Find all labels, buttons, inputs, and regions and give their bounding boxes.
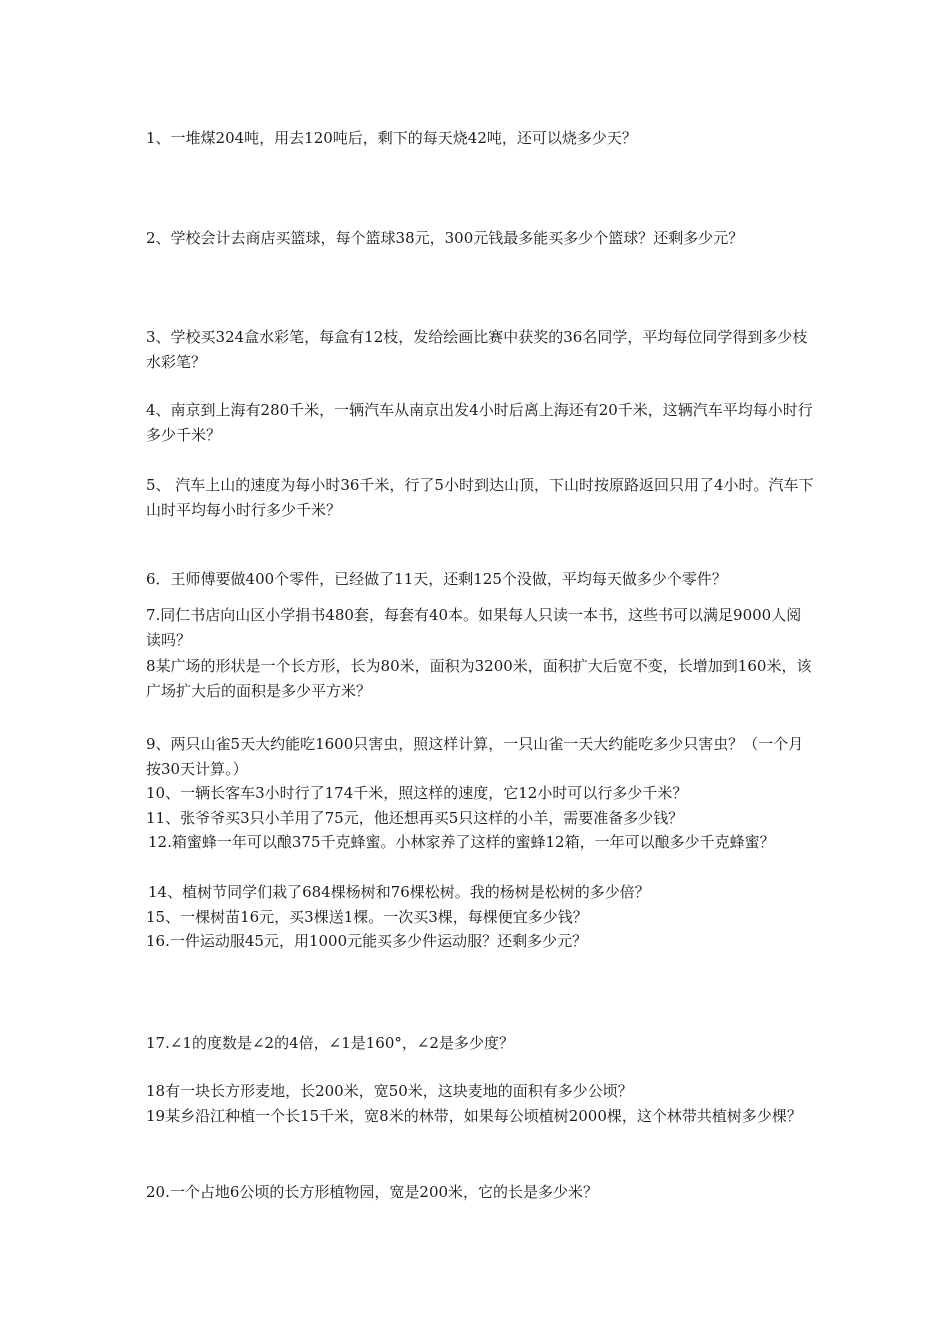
question-19: 19某乡沿江种植一个长15千米，宽8米的林带，如果每公顷植树2000棵，这个林带共植树多少棵？	[146, 1107, 802, 1125]
question-8: 8某广场的形状是一个长方形，长为80米，面积为3200米，面积扩大后宽不变，长增加到160米，该广场扩大后的面积是多少平方米？	[146, 657, 812, 700]
question-6: 6．王师傅要做400个零件，已经做了11天，还剩125个没做，平均每天做多少个零件？	[146, 570, 727, 588]
question-17: 17.∠1的度数是∠2的4倍，∠1是160°，∠2是多少度？	[146, 1034, 514, 1052]
question-5: 5、 汽车上山的速度为每小时36千米，行了5小时到达山顶，下山时按原路返回只用了4小时。汽车下山时平均每小时行多少千米？	[146, 476, 814, 519]
question-20: 20.一个占地6公顷的长方形植物园，宽是200米，它的长是多少米？	[146, 1183, 599, 1201]
question-3: 3、学校买324盒水彩笔，每盒有12枝，发给绘画比赛中获奖的36名同学，平均每位同学得到多少枝水彩笔？	[146, 328, 808, 371]
question-9: 9、两只山雀5天大约能吃1600只害虫，照这样计算，一只山雀一天大约能吃多少只害虫？（一个月按30天计算。）	[146, 735, 804, 778]
question-1: 1、一堆煤204吨，用去120吨后，剩下的每天烧42吨，还可以烧多少天？	[146, 129, 637, 147]
question-14: 14、植树节同学们栽了684棵杨树和76棵松树。我的杨树是松树的多少倍？	[148, 883, 650, 901]
question-12: 12.箱蜜蜂一年可以酿375千克蜂蜜。小林家养了这样的蜜蜂12箱，一年可以酿多少千克蜂蜜？	[148, 833, 775, 851]
question-4: 4、南京到上海有280千米，一辆汽车从南京出发4小时后离上海还有20千米，这辆汽车平均每小时行多少千米？	[146, 401, 813, 444]
question-10: 10、一辆长客车3小时行了174千米，照这样的速度，它12小时可以行多少千米？	[146, 784, 688, 802]
question-11: 11、张爷爷买3只小羊用了75元，他还想再买5只这样的小羊，需要准备多少钱？	[146, 809, 684, 827]
question-2: 2、学校会计去商店买篮球，每个篮球38元，300元钱最多能买多少个篮球？还剩多少元？	[146, 229, 744, 247]
question-18: 18有一块长方形麦地，长200米，宽50米，这块麦地的面积有多少公顷？	[146, 1082, 633, 1100]
question-15: 15、一棵树苗16元，买3棵送1棵。一次买3棵，每棵便宜多少钱？	[146, 908, 588, 926]
question-16: 16.一件运动服45元，用1000元能买多少件运动服？还剩多少元？	[146, 932, 588, 950]
question-7: 7.同仁书店向山区小学捐书480套，每套有40本。如果每人只读一本书，这些书可以满足9000人阅读吗？	[146, 606, 802, 649]
